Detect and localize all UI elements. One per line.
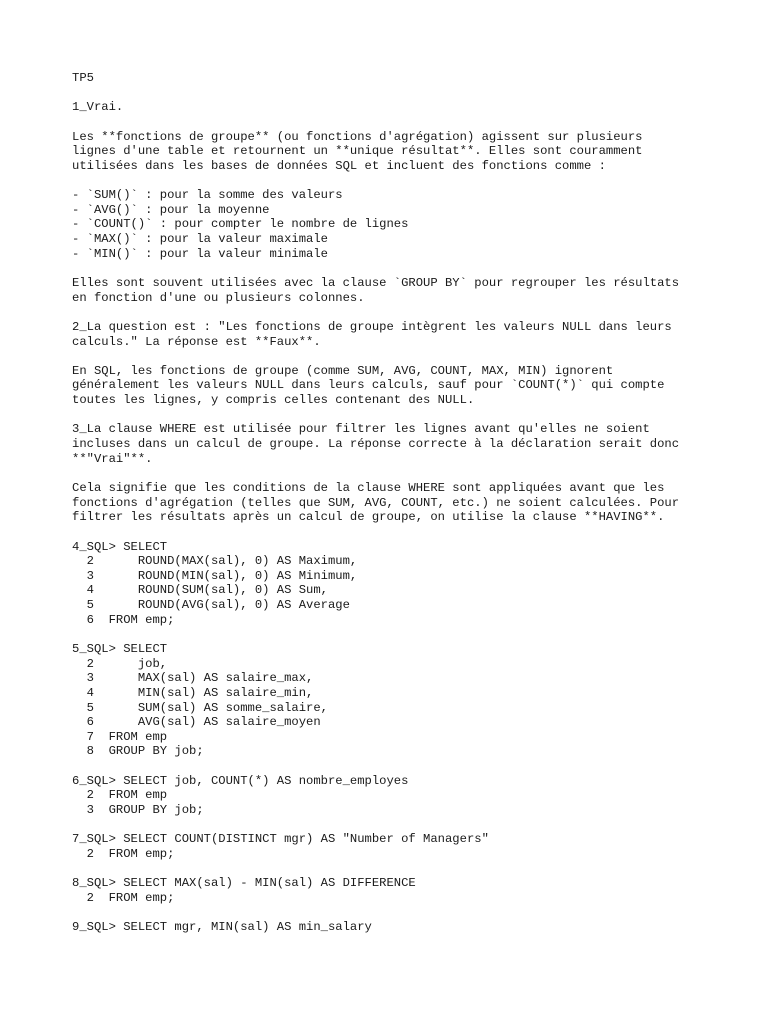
text-line: 2 FROM emp;: [72, 846, 175, 861]
text-line: - `COUNT()` : pour compter le nombre de lignes: [72, 217, 409, 232]
text-line: lignes d'une table et retournent un **unique résultat**. Elles sont couramment: [72, 144, 643, 159]
text-line: - `MAX()` : pour la valeur maximale: [72, 232, 328, 247]
text-line: calculs." La réponse est **Faux**.: [72, 334, 321, 349]
text-line: 6_SQL> SELECT job, COUNT(*) AS nombre_employes: [72, 773, 409, 788]
text-line: 2 FROM emp;: [72, 890, 175, 905]
text-line: Cela signifie que les conditions de la clause WHERE sont appliquées avant que les: [72, 480, 665, 495]
text-line: 4_SQL> SELECT: [72, 539, 168, 554]
text-line: généralement les valeurs NULL dans leurs calculs, sauf pour `COUNT(*)` qui compte: [72, 378, 665, 393]
blank-line: [72, 627, 752, 642]
blank-line: [72, 86, 752, 101]
text-line: - `MIN()` : pour la valeur minimale: [72, 246, 328, 261]
text-line: filtrer les résultats après un calcul de groupe, on utilise la clause **HAVING**.: [72, 510, 665, 525]
text-line: 6 FROM emp;: [72, 612, 175, 627]
text-line: incluses dans un calcul de groupe. La réponse correcte à la déclaration serait donc: [72, 437, 680, 452]
blank-line: [72, 349, 752, 364]
text-line: fonctions d'agrégation (telles que SUM, AVG, COUNT, etc.) ne soient calculées. Pour: [72, 495, 680, 510]
blank-line: [72, 305, 752, 320]
text-line: **"Vrai"**.: [72, 451, 153, 466]
text-line: 3 ROUND(MIN(sal), 0) AS Minimum,: [72, 568, 358, 583]
text-line: - `SUM()` : pour la somme des valeurs: [72, 188, 343, 203]
text-line: utilisées dans les bases de données SQL et incluent des fonctions comme :: [72, 158, 606, 173]
text-line: 5 SUM(sal) AS somme_salaire,: [72, 700, 328, 715]
text-line: TP5: [72, 71, 94, 85]
text-line: 1_Vrai.: [72, 100, 124, 115]
blank-line: [72, 759, 752, 774]
text-line: - `AVG()` : pour la moyenne: [72, 202, 270, 217]
text-line: 3_La clause WHERE est utilisée pour filtrer les lignes avant qu'elles ne soient: [72, 422, 650, 437]
blank-line: [72, 818, 752, 833]
text-line: en fonction d'une ou plusieurs colonnes.: [72, 290, 365, 305]
text-line: 5_SQL> SELECT: [72, 641, 168, 656]
text-line: Elles sont souvent utilisées avec la clause `GROUP BY` pour regrouper les résultats: [72, 275, 680, 290]
text-line: 5 ROUND(AVG(sal), 0) AS Average: [72, 598, 350, 613]
blank-line: [72, 173, 752, 188]
document-body: [72, 71, 752, 935]
text-line: 2 FROM emp: [72, 788, 168, 803]
text-line: 3 MAX(sal) AS salaire_max,: [72, 671, 314, 686]
text-line: 8_SQL> SELECT MAX(sal) - MIN(sal) AS DIFFERENCE: [72, 876, 416, 891]
text-line: 8 GROUP BY job;: [72, 744, 204, 759]
text-line: En SQL, les fonctions de groupe (comme SUM, AVG, COUNT, MAX, MIN) ignorent: [72, 363, 614, 378]
text-line: 2 job,: [72, 656, 168, 671]
text-line: 6 AVG(sal) AS salaire_moyen: [72, 715, 321, 730]
text-line: 7_SQL> SELECT COUNT(DISTINCT mgr) AS "Number of Managers": [72, 832, 489, 847]
text-line: 2 ROUND(MAX(sal), 0) AS Maximum,: [72, 554, 358, 569]
text-line: 4 MIN(sal) AS salaire_min,: [72, 685, 314, 700]
blank-line: [72, 906, 752, 921]
text-line: 7 FROM emp: [72, 729, 168, 744]
blank-line: [72, 466, 752, 481]
text-line: toutes les lignes, y compris celles contenant des NULL.: [72, 393, 475, 408]
text-line: 9_SQL> SELECT mgr, MIN(sal) AS min_salary: [72, 920, 372, 935]
text-line: 2_La question est : "Les fonctions de groupe intègrent les valeurs NULL dans leurs: [72, 319, 672, 334]
blank-line: [72, 261, 752, 276]
blank-line: [72, 525, 752, 540]
blank-line: [72, 115, 752, 130]
blank-line: [72, 408, 752, 423]
text-line: 3 GROUP BY job;: [72, 803, 204, 818]
blank-line: [72, 862, 752, 877]
text-line: Les **fonctions de groupe** (ou fonctions d'agrégation) agissent sur plusieurs: [72, 129, 643, 144]
text-line: 4 ROUND(SUM(sal), 0) AS Sum,: [72, 583, 328, 598]
